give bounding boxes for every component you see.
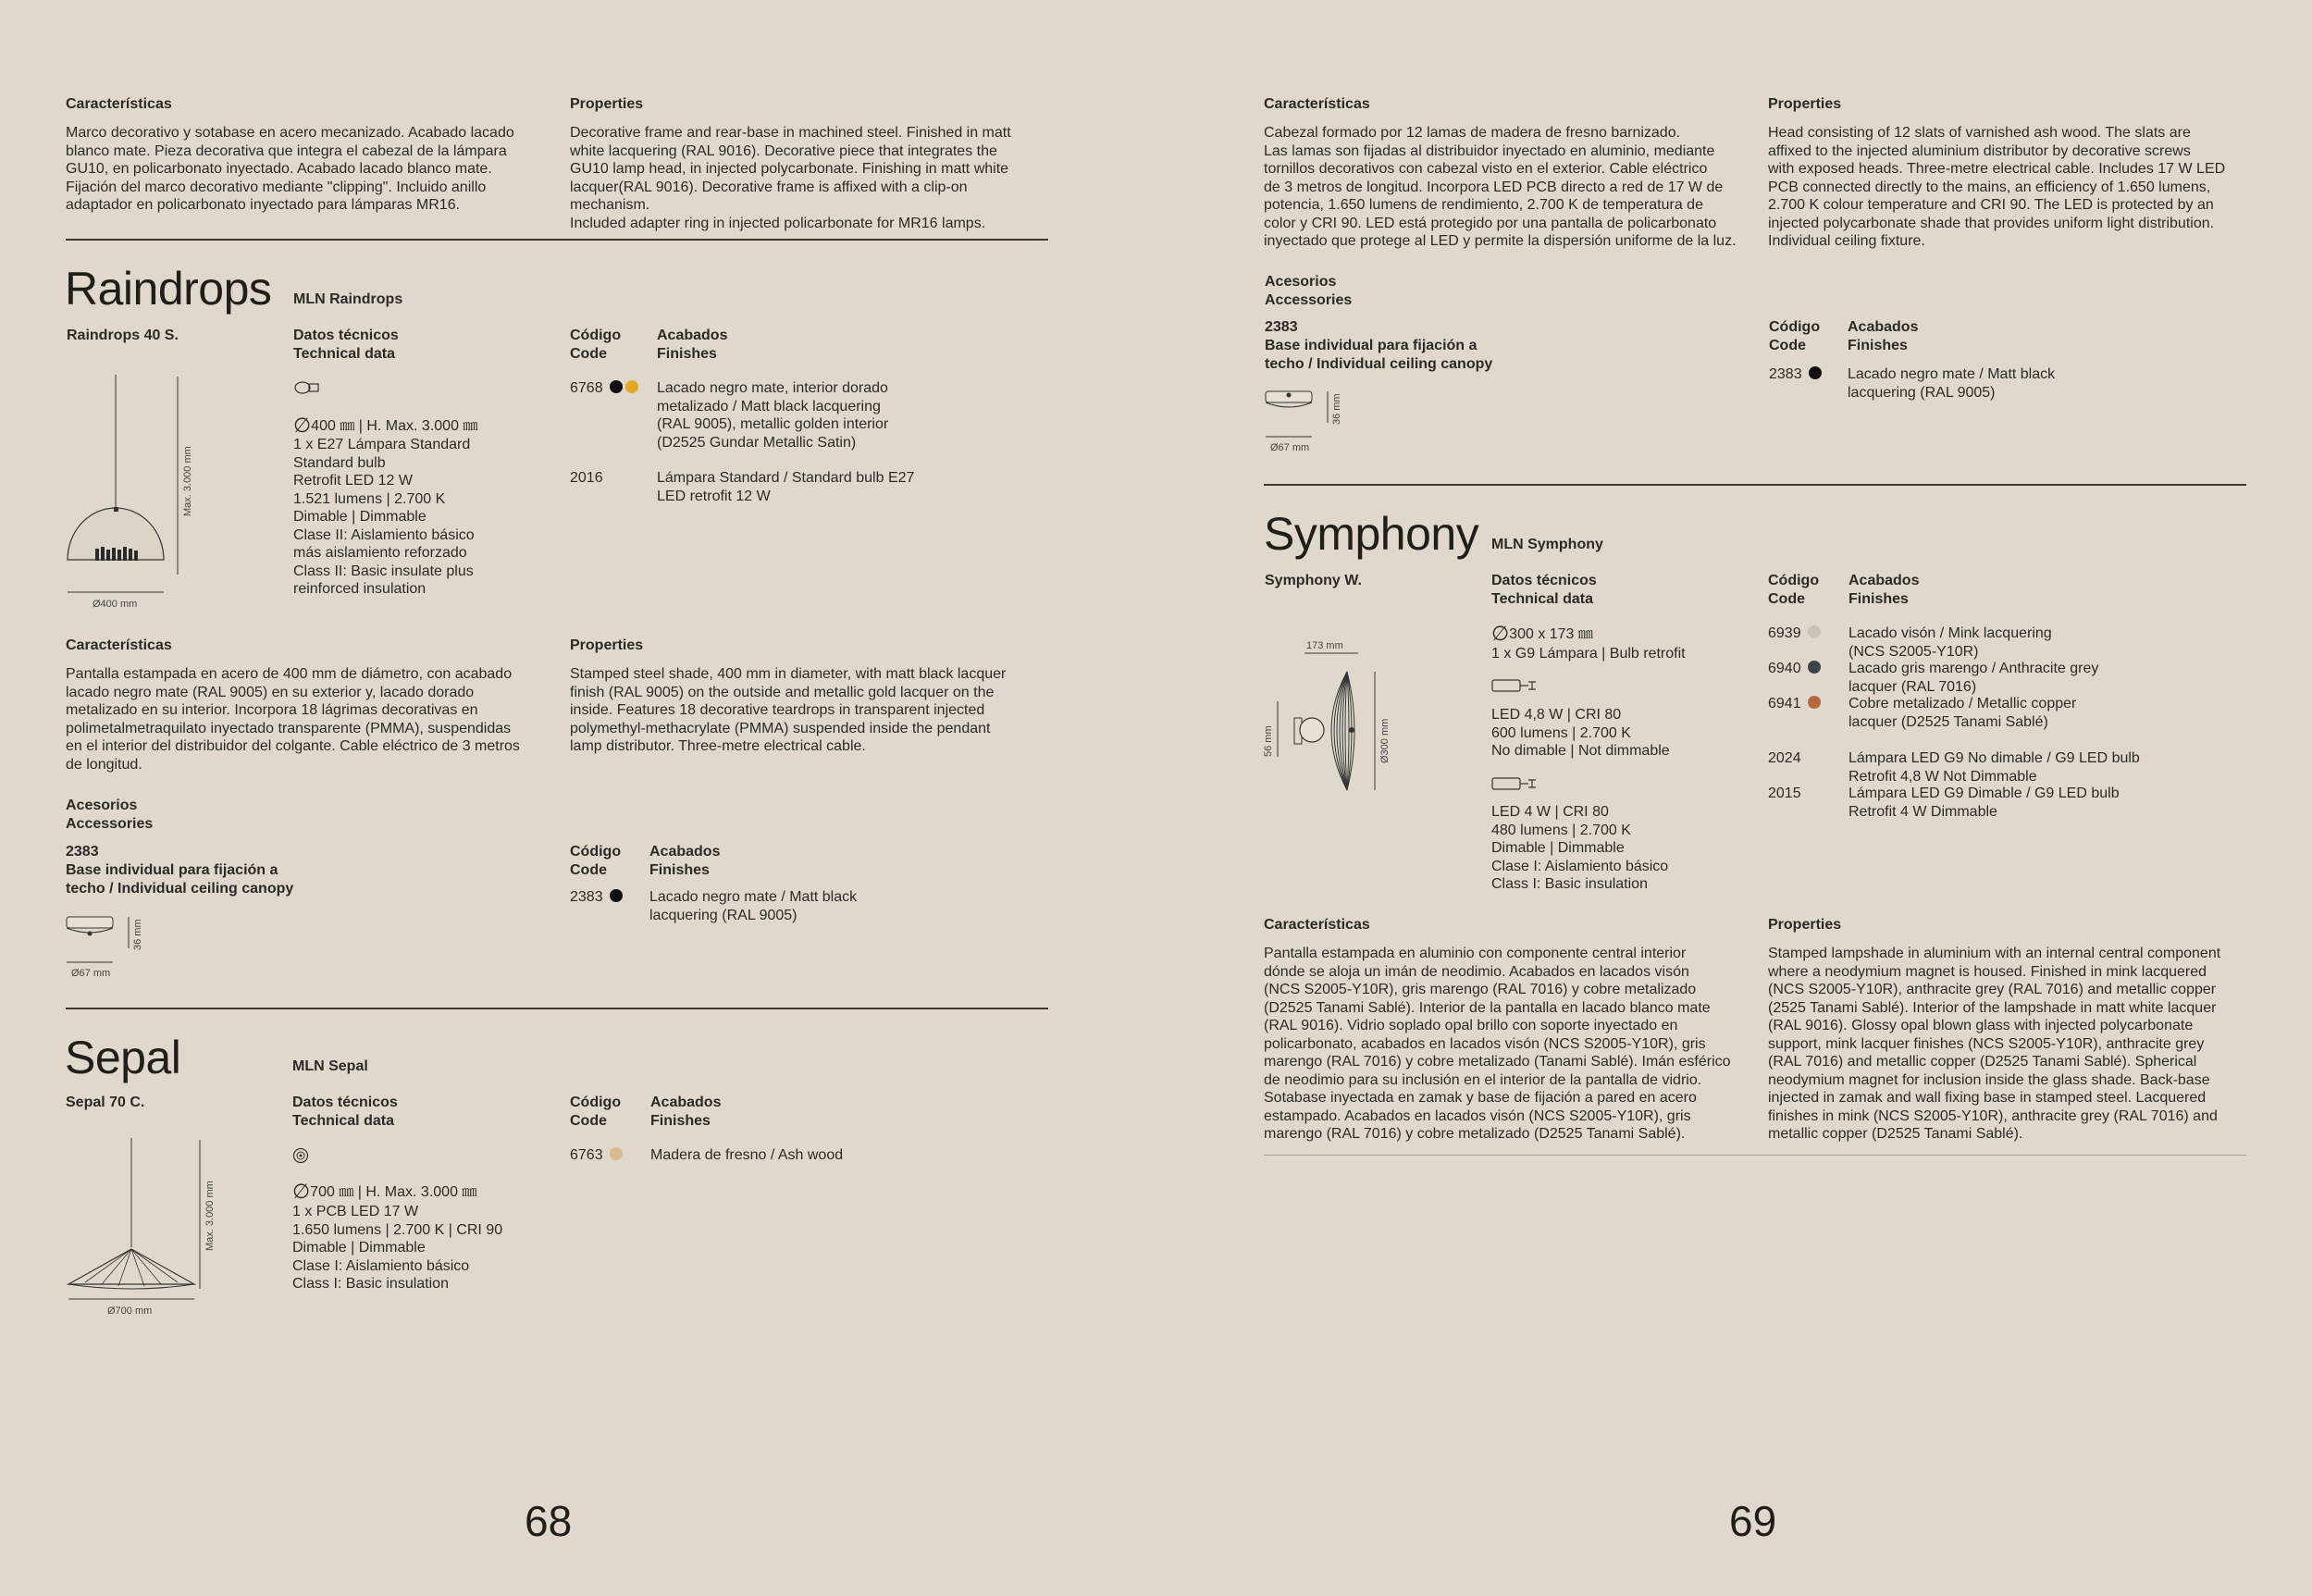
- acc-finish-description: Lacado negro mate / Matt black lacquering (RAL 9005): [1848, 366, 2056, 401]
- code-row: [570, 1146, 623, 1165]
- code-row: [570, 379, 638, 398]
- finish-swatch-anthracite: [1808, 661, 1821, 674]
- code-value: 6763: [570, 1147, 603, 1163]
- code-value: 2024: [1768, 750, 1801, 766]
- code-value: 6768: [570, 380, 603, 396]
- canopy-drawing: [66, 911, 149, 981]
- code-value: 2383: [1769, 366, 1802, 382]
- tech-data-heading: Datos técnicos Technical data: [293, 328, 399, 362]
- finish-swatch-copper: [1808, 696, 1821, 709]
- acc-finishes-heading: Acabados Finishes: [649, 844, 721, 878]
- g9-bulb-icon: [1491, 677, 1539, 694]
- bulb-icon: [293, 379, 321, 396]
- dimension-value: 300 x 173 ㎜: [1509, 626, 1593, 642]
- led-module-icon: [292, 1147, 309, 1164]
- product-model: Symphony W.: [1265, 573, 1362, 588]
- finish-description: Lámpara LED G9 No dimable / G9 LED bulb Retrofit 4,8 W Not Dimmable: [1848, 750, 2140, 785]
- tech-specs-a: LED 4,8 W | CRI 80 600 lumens | 2.700 K No dimable | Not dimmable: [1491, 707, 1670, 759]
- acc-code-heading: Código Code: [570, 844, 622, 878]
- product-model: Raindrops 40 S.: [67, 328, 179, 343]
- product-title-sepal: Sepal: [65, 1032, 181, 1083]
- top-char-es-heading: Características: [1264, 96, 1370, 112]
- canopy-drawing: [1265, 386, 1348, 455]
- code-row: [1768, 660, 1821, 678]
- top-char-en-heading: Properties: [570, 96, 644, 112]
- char-en-heading: Properties: [1768, 917, 1842, 933]
- canopy-height-label: 36 mm: [1331, 393, 1342, 425]
- accessories-heading: Acesorios Accessories: [1265, 274, 1353, 308]
- finish-swatch-mink: [1808, 625, 1821, 638]
- symphony-drawing: [1260, 637, 1422, 812]
- diameter-icon: ∅: [292, 1180, 311, 1203]
- dimension-value: 400 ㎜ | H. Max. 3.000 ㎜: [311, 418, 478, 434]
- drawing-depth-label: 173 mm: [1306, 640, 1343, 651]
- char-es-heading: Características: [1264, 917, 1370, 933]
- finish-description: Lacado gris marengo / Anthracite grey lacquer (RAL 7016): [1848, 661, 2099, 695]
- accessory-name: Base individual para fijación a techo / Individual ceiling canopy: [66, 862, 294, 897]
- product-title-symphony: Symphony: [1264, 508, 1479, 560]
- section-divider: [1264, 484, 2246, 486]
- char-es-body: Pantalla estampada en acero de 400 mm de diámetro, con acabado lacado negro mate (RAL 9005) en su exterior y, lacado dorado metalizado en su interior. Incorpora 18 lágrimas decorativas en polimetalmetraquilato inyectado transparente (PMMA), suspendidas en el interior del distribuidor del colgante. Cable eléctrico de 3 metros de longitud.: [66, 666, 520, 773]
- page-number-right: 69: [1729, 1497, 1777, 1545]
- raindrops-drawing: [65, 373, 204, 613]
- section-divider: [66, 1008, 1048, 1009]
- accessories-heading: Acesorios Accessories: [66, 798, 154, 832]
- page-number-left: 68: [525, 1497, 573, 1545]
- finish-description: Cobre metalizado / Metallic copper lacquer (D2525 Tanami Sablé): [1848, 696, 2077, 730]
- finish-swatch-black: [1809, 366, 1822, 379]
- finish-swatch-ash: [610, 1147, 623, 1160]
- top-char-en-heading: Properties: [1768, 96, 1842, 112]
- acc-code-row: [1769, 365, 1822, 384]
- dimension-line: [1491, 622, 1593, 645]
- char-en-heading: Properties: [570, 637, 644, 653]
- code-value: 6939: [1768, 625, 1801, 641]
- diameter-icon: ∅: [1491, 622, 1510, 645]
- char-es-body: Pantalla estampada en aluminio con componente central interior dónde se aloja un imán de neodimio. Acabados en lacados visón (NCS S2005-Y10R), gris marengo (RAL 7016) y cobre metalizado (D2525 Tanami Sablé). Interior de la pantalla en lacado blanco mate (RAL 9016). Vidrio soplado opal brillo con soporte inyectado en policarbonato, acabados en lacados visón (NCS S2005-Y10R), gris marengo (RAL 7016) y cobre metalizado (Tanami Sablé). Imán esférico de neodimio para su inclusión en el interior de la pantalla de vidrio. Sotabase inyectada en zamak y base de fijación a pared en acero estampado. Acabados en lacados visón (NCS S2005-Y10R), gris marengo (RAL 7016) y cobre metalizado (D2525 Tanami Sablé).: [1264, 946, 1731, 1142]
- code-value: 6940: [1768, 661, 1801, 676]
- finishes-heading: Acabados Finishes: [657, 328, 728, 362]
- top-char-en-body: Decorative frame and rear-base in machined steel. Finished in matt white lacquering (RAL 9016). Decorative piece that integrates the GU10 lamp head, in injected polycarbonate. Finishing in matt white lacquer(RAL 9016). Decorative frame is affixed with a clip-on mechanism. Included adapter ring in injected policarbonate for MR16 lamps.: [570, 125, 1011, 231]
- char-en-body: Stamped steel shade, 400 mm in diameter, with matt black lacquer finish (RAL 9005) on the outside and metallic gold lacquer on the inside. Features 18 decorative teardrops in transparent injected polymethyl-methacrylate (PMMA) suspended inside the pendant lamp distributor. Three-metre electrical cable.: [570, 666, 1007, 754]
- top-char-en-body: Head consisting of 12 slats of varnished ash wood. The slats are affixed to the injected aluminium distributor by decorative screws with exposed heads. Three-metre electrical cable. Includes 17 W LED PCB connected directly to the mains, an efficiency of 1.650 lumens, 2.700 K colour temperature and CRI 90. The LED is protected by an injected polycarbonate shade that provides uniform light distribution. Individual ceiling fixture.: [1768, 125, 2226, 249]
- finish-description: Madera de fresno / Ash wood: [650, 1147, 844, 1163]
- product-title-raindrops: Raindrops: [65, 263, 272, 315]
- finish-swatch-black: [610, 889, 623, 902]
- finish-description: Lacado visón / Mink lacquering (NCS S2005-Y10R): [1848, 625, 2052, 660]
- tech-data-heading: Datos técnicos Technical data: [1491, 573, 1597, 607]
- finish-swatch-black: [610, 380, 623, 393]
- drawing-height-label: Max. 3.000 mm: [182, 446, 193, 516]
- top-char-es-body: Cabezal formado por 12 lamas de madera de fresno barnizado. Las lamas son fijadas al distribuidor inyectado en aluminio, mediante tornillos decorativos con cabezal visto en el exterior. Cable eléctrico de 3 metros de longitud. Incorpora LED PCB directo a red de 17 W de potencia, 1.650 lumens de rendimiento, 2.700 K de temperatura de color y CRI 90. LED está protegido por una pantalla de policarbonato inyectado que protege al LED y permite la dispersión uniforme de la luz.: [1264, 125, 1737, 249]
- code-value: 2383: [570, 889, 603, 905]
- code-value: 2016: [570, 470, 603, 486]
- product-code-label: MLN Sepal: [292, 1058, 368, 1074]
- bulb-line: 1 x G9 Lámpara | Bulb retrofit: [1491, 646, 1686, 662]
- tech-specs-b: LED 4 W | CRI 80 480 lumens | 2.700 K Dimable | Dimmable Clase I: Aislamiento básico Class I: Basic insulation: [1491, 804, 1669, 892]
- drawing-height-label: Max. 3.000 mm: [204, 1181, 216, 1251]
- code-value: 6941: [1768, 696, 1801, 711]
- tech-specs: 1 x E27 Lámpara Standard Standard bulb Retrofit LED 12 W 1.521 lumens | 2.700 K Dimable | Dimmable Clase II: Aislamiento básico más aislamiento reforzado Class II: Basic insulate plus reinforced insulation: [293, 437, 475, 597]
- top-char-es-body: Marco decorativo y sotabase en acero mecanizado. Acabado lacado blanco mate. Pieza decorativa que integra el cabezal de la lámpara GU10, en policarbonato inyectado. Acabado lacado blanco mate. Fijación del marco decorativo mediante "clipping". Incluido anillo adaptador en policarbonato inyectado para lámparas MR16.: [66, 125, 514, 213]
- product-code-label: MLN Raindrops: [293, 291, 403, 307]
- g9-bulb-icon: [1491, 775, 1539, 792]
- finishes-heading: Acabados Finishes: [1848, 573, 1920, 607]
- accessory-name: Base individual para fijación a techo / Individual ceiling canopy: [1265, 338, 1493, 372]
- tech-specs: 1 x PCB LED 17 W 1.650 lumens | 2.700 K | CRI 90 Dimable | Dimmable Clase I: Aislamiento básico Class I: Basic insulation: [292, 1204, 503, 1292]
- acc-code-row: [570, 888, 623, 907]
- code-heading: Código Code: [1768, 573, 1820, 607]
- char-en-body: Stamped lampshade in aluminium with an internal central component where a neodymium magnet is housed. Finished in mink lacquered (NCS S2005-Y10R), anthracite grey (RAL 7016) and metallic copper (2525 Tanami Sablé). Interior of the lampshade in matt white lacquer (RAL 9016). Glossy opal blown glass with injected polycarbonate support, mink lacquer finishes (NCS S2005-Y10R), anthracite grey (RAL 7016) and metallic copper (D2525 Tanami Sablé). Spherical neodymium magnet for inclusion inside the glass shade. Back-base injected in zamak and wall fixing base in stamped steel. Lacquered finishes in mink (NCS S2005-Y10R), anthracite grey (RAL 7016) and metallic copper (D2525 Tanami Sablé).: [1768, 946, 2221, 1142]
- canopy-height-label: 36 mm: [132, 919, 143, 950]
- code-row: [1768, 625, 1821, 643]
- finish-swatch-gold: [625, 380, 638, 393]
- section-divider: [1264, 1155, 2246, 1156]
- canopy-diameter-label: Ø67 mm: [71, 968, 111, 979]
- drawing-diameter-label: Ø300 mm: [1379, 718, 1391, 763]
- finish-description: Lámpara Standard / Standard bulb E27 LED retrofit 12 W: [657, 470, 915, 504]
- code-row: [1768, 695, 1821, 713]
- drawing-diameter-label: Ø700 mm: [107, 1305, 153, 1317]
- code-heading: Código Code: [570, 1095, 622, 1129]
- finish-description: Lámpara LED G9 Dimable / G9 LED bulb Retrofit 4 W Dimmable: [1848, 786, 2120, 820]
- section-divider: [66, 239, 1048, 241]
- accessory-code: 2383: [66, 844, 99, 860]
- dimension-line: [292, 1182, 476, 1202]
- accessory-code: 2383: [1265, 319, 1298, 335]
- dimension-value: 700 ㎜ | H. Max. 3.000 ㎜: [310, 1184, 477, 1200]
- drawing-diameter-label: Ø400 mm: [93, 599, 138, 610]
- finishes-heading: Acabados Finishes: [650, 1095, 722, 1129]
- tech-data-heading: Datos técnicos Technical data: [292, 1095, 398, 1129]
- acc-finishes-heading: Acabados Finishes: [1848, 319, 1919, 353]
- dimension-line: [293, 416, 477, 436]
- code-value: 2015: [1768, 786, 1801, 801]
- code-heading: Código Code: [570, 328, 622, 362]
- diameter-icon: ∅: [293, 414, 312, 437]
- char-es-heading: Características: [66, 637, 172, 653]
- canopy-diameter-label: Ø67 mm: [1270, 442, 1310, 453]
- product-code-label: MLN Symphony: [1491, 537, 1603, 552]
- acc-code-heading: Código Code: [1769, 319, 1821, 353]
- finish-description: Lacado negro mate, interior dorado metalizado / Matt black lacquering (RAL 9005), metallic golden interior (D2525 Gundar Metallic Satin): [657, 380, 889, 451]
- drawing-left-label: 56 mm: [1263, 725, 1274, 757]
- sepal-drawing: [67, 1136, 229, 1317]
- top-char-es-heading: Características: [66, 96, 172, 112]
- acc-finish-description: Lacado negro mate / Matt black lacquering (RAL 9005): [649, 889, 858, 923]
- product-model: Sepal 70 C.: [66, 1095, 145, 1110]
